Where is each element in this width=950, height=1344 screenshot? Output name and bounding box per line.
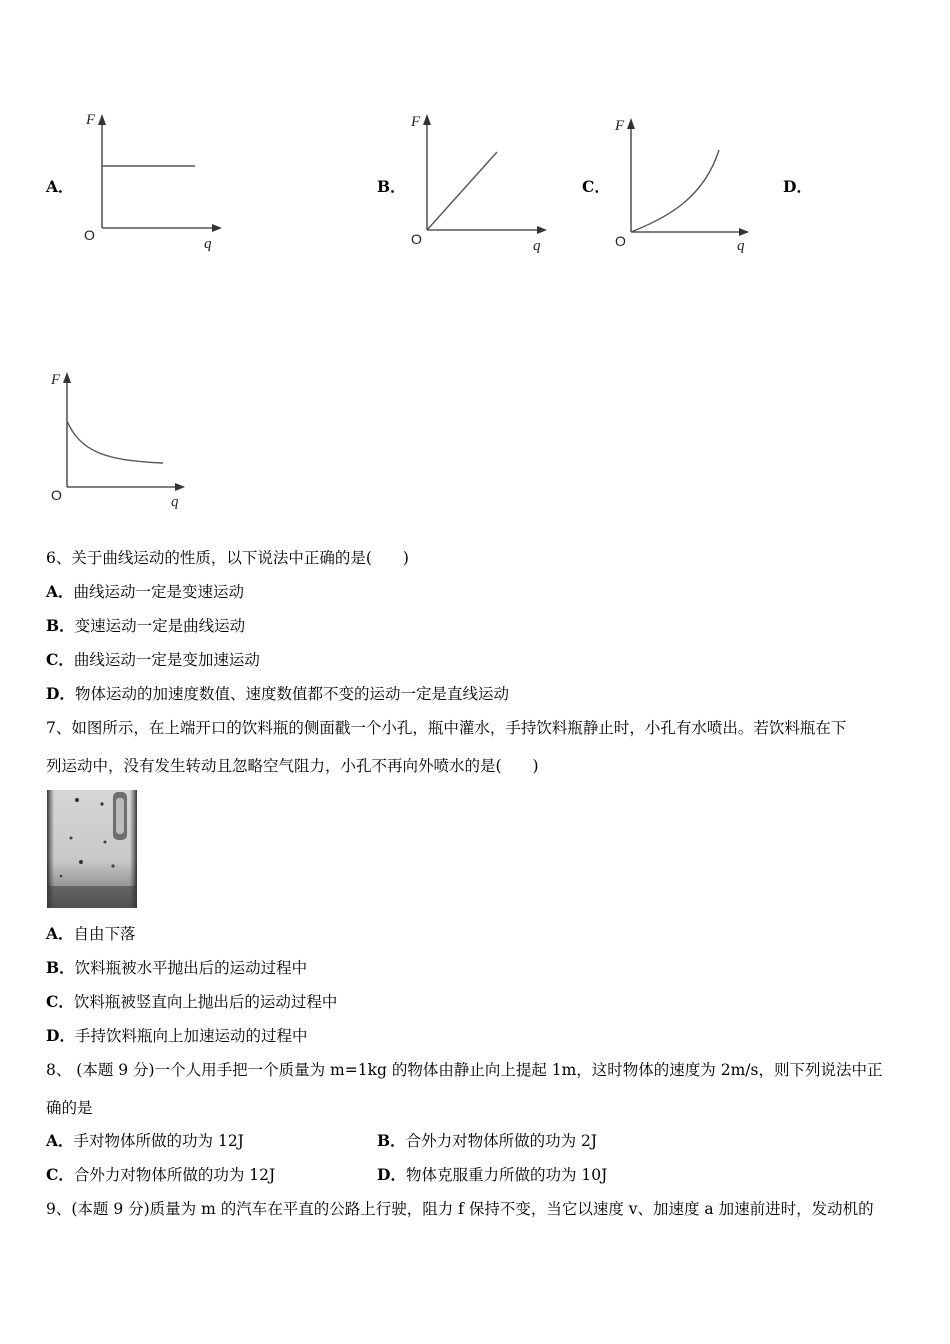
- bottle-photo: [47, 790, 137, 908]
- option-a-label: A．: [46, 177, 74, 196]
- graph-a-origin: O: [84, 227, 95, 243]
- q7-option-b: B．饮料瓶被水平抛出后的运动过程中: [46, 958, 308, 977]
- q8-stem-line2: 确的是: [46, 1099, 93, 1117]
- graph-d-origin: O: [51, 487, 62, 503]
- graph-d-y-label: F: [51, 372, 61, 388]
- graph-d-x-label: q: [171, 494, 179, 510]
- graph-a-x-label: q: [204, 236, 212, 252]
- q7-stem-line2: 列运动中，没有发生转动且忽略空气阻力，小孔不再向外喷水的是( ): [46, 757, 539, 775]
- option-d-label: D．: [783, 177, 812, 196]
- graph-d: [45, 366, 195, 511]
- q6-option-a: A．曲线运动一定是变速运动: [46, 582, 245, 601]
- graph-b-x-label: q: [533, 238, 541, 254]
- graph-c: [609, 112, 759, 257]
- graph-c-x-label: q: [737, 238, 745, 254]
- graph-b-y-label: F: [411, 114, 421, 130]
- graph-b-origin: O: [411, 231, 422, 247]
- q8-option-a: A．手对物体所做的功为 12J: [46, 1131, 244, 1150]
- q7-stem-line1: 7、如图所示，在上端开口的饮料瓶的侧面戳一个小孔，瓶中灌水，手持饮料瓶静止时，小孔有水喷出。若饮料瓶在下: [46, 719, 847, 737]
- graph-c-y-label: F: [615, 118, 625, 134]
- q7-option-d: D．手持饮料瓶向上加速运动的过程中: [46, 1026, 308, 1045]
- graph-a: [80, 108, 230, 253]
- q8-option-c: C．合外力对物体所做的功为 12J: [46, 1165, 276, 1184]
- graph-c-origin: O: [615, 233, 626, 249]
- q8-option-b: B．合外力对物体所做的功为 2J: [377, 1131, 598, 1150]
- q6-option-b: B．变速运动一定是曲线运动: [46, 616, 246, 635]
- option-c-label: C．: [582, 177, 610, 196]
- q6-option-d: D．物体运动的加速度数值、速度数值都不变的运动一定是直线运动: [46, 684, 509, 703]
- q6-stem: 6、关于曲线运动的性质，以下说法中正确的是( ): [46, 549, 409, 567]
- q6-option-c: C．曲线运动一定是变加速运动: [46, 650, 260, 669]
- q7-option-c: C．饮料瓶被竖直向上抛出后的运动过程中: [46, 992, 338, 1011]
- graph-a-y-label: F: [86, 112, 96, 128]
- q8-option-d: D．物体克服重力所做的功为 10J: [377, 1165, 608, 1184]
- option-b-label: B．: [377, 177, 406, 196]
- graph-b: [405, 108, 555, 253]
- q8-stem-line1: 8、 (本题 9 分)一个人用手把一个质量为 m=1kg 的物体由静止向上提起 1m，这时物体的速度为 2m/s，则下列说法中正: [46, 1061, 883, 1079]
- q9-stem-line1: 9、(本题 9 分)质量为 m 的汽车在平直的公路上行驶，阻力 f 保持不变，当它以速度 v、加速度 a 加速前进时，发动机的: [46, 1200, 874, 1218]
- q7-option-a: A．自由下落: [46, 924, 136, 943]
